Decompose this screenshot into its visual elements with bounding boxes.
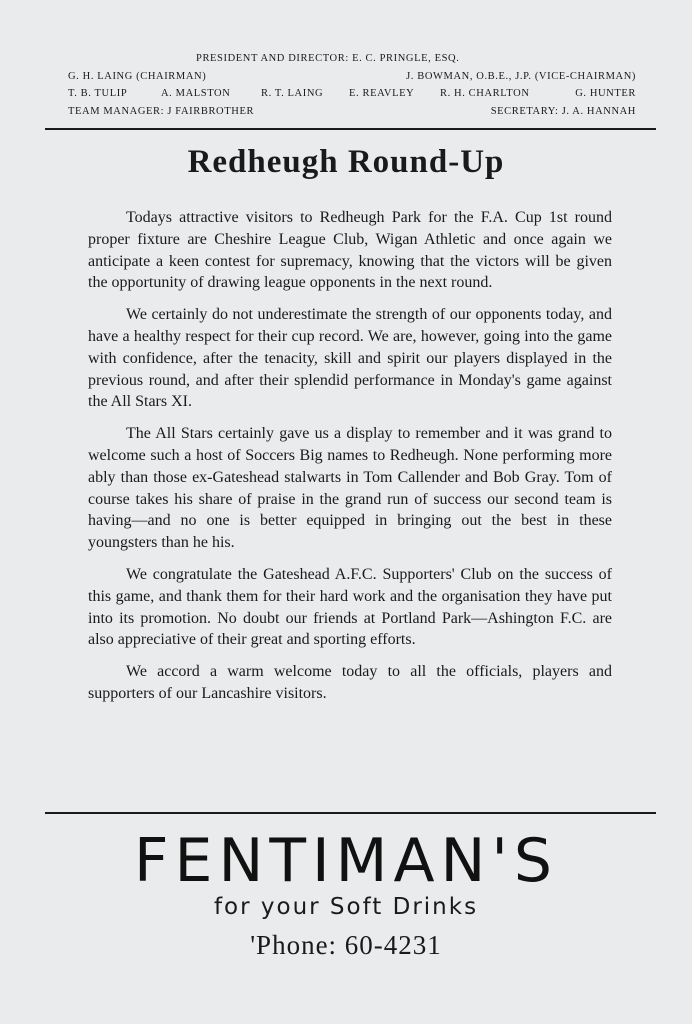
article-paragraph: We accord a warm welcome today to all the officials, players and supporters of our Lancashire visitors. bbox=[88, 663, 612, 702]
vice-chairman-line: J. BOWMAN, O.B.E., J.P. (VICE-CHAIRMAN) bbox=[406, 70, 636, 82]
article-title: Redheugh Round-Up bbox=[187, 144, 505, 180]
advert-divider bbox=[45, 812, 656, 814]
director-name: A. MALSTON bbox=[161, 88, 231, 99]
chairman-line: G. H. LAING (CHAIRMAN) bbox=[68, 70, 207, 82]
directors-row bbox=[68, 85, 636, 103]
secretary-line: SECRETARY: J. A. HANNAH bbox=[490, 105, 636, 117]
director-name: E. REAVLEY bbox=[349, 88, 415, 99]
article-body bbox=[88, 207, 612, 705]
article-paragraph: Todays attractive visitors to Redheugh Park for the F.A. Cup 1st round proper fixture are Cheshire League Club, Wigan Athletic and once again we anticipate a keen contest for supremacy, knowing that the victors will be given the opportunity of drawing league opponents in the next round. bbox=[88, 209, 612, 292]
advert-tagline: for your Soft Drinks bbox=[213, 894, 479, 920]
director-name: T. B. TULIP bbox=[68, 88, 128, 99]
advert-phone: 'Phone: 60-4231 bbox=[250, 930, 442, 960]
manager-secretary-row bbox=[68, 103, 636, 121]
article-paragraph: The All Stars certainly gave us a display to remember and it was grand to welcome such a host of Soccers Big names to Redheugh. None performing more ably than those ex-Gateshead stalwarts in Tom Callender and Bob Gray. Tom of course takes his share of praise in the grand run of success our second team is having—and no one is better equipped in bringing out the best in these youngsters than he his. bbox=[88, 425, 612, 552]
president-line: PRESIDENT AND DIRECTOR: E. C. PRINGLE, ESQ. bbox=[196, 53, 460, 64]
chairman-row bbox=[68, 68, 636, 86]
article-paragraph: We certainly do not underestimate the strength of our opponents today, and have a healthy respect for their cup record. We are, however, going into the game with confidence, after the tenacity, skill and spirit our players displayed in the previous round, and after their splendid performance in Monday's game against the All Stars XI. bbox=[88, 306, 612, 411]
club-officials bbox=[68, 50, 636, 120]
director-name: R. H. CHARLTON bbox=[440, 88, 530, 99]
president-row bbox=[68, 50, 636, 68]
advert-brand-name: FENTIMAN'S bbox=[134, 826, 558, 896]
director-name: G. HUNTER bbox=[575, 88, 636, 99]
team-manager-line: TEAM MANAGER: J FAIRBROTHER bbox=[68, 105, 255, 117]
director-name: R. T. LAING bbox=[261, 88, 324, 99]
article-paragraph: We congratulate the Gateshead A.F.C. Supporters' Club on the success of this game, and thank them for their hard work and the organisation they have put into its promotion. No doubt our friends at Portland Park—Ashington F.C. are also appreciative of their great and sporting efforts. bbox=[88, 565, 612, 649]
header-divider bbox=[45, 128, 656, 130]
